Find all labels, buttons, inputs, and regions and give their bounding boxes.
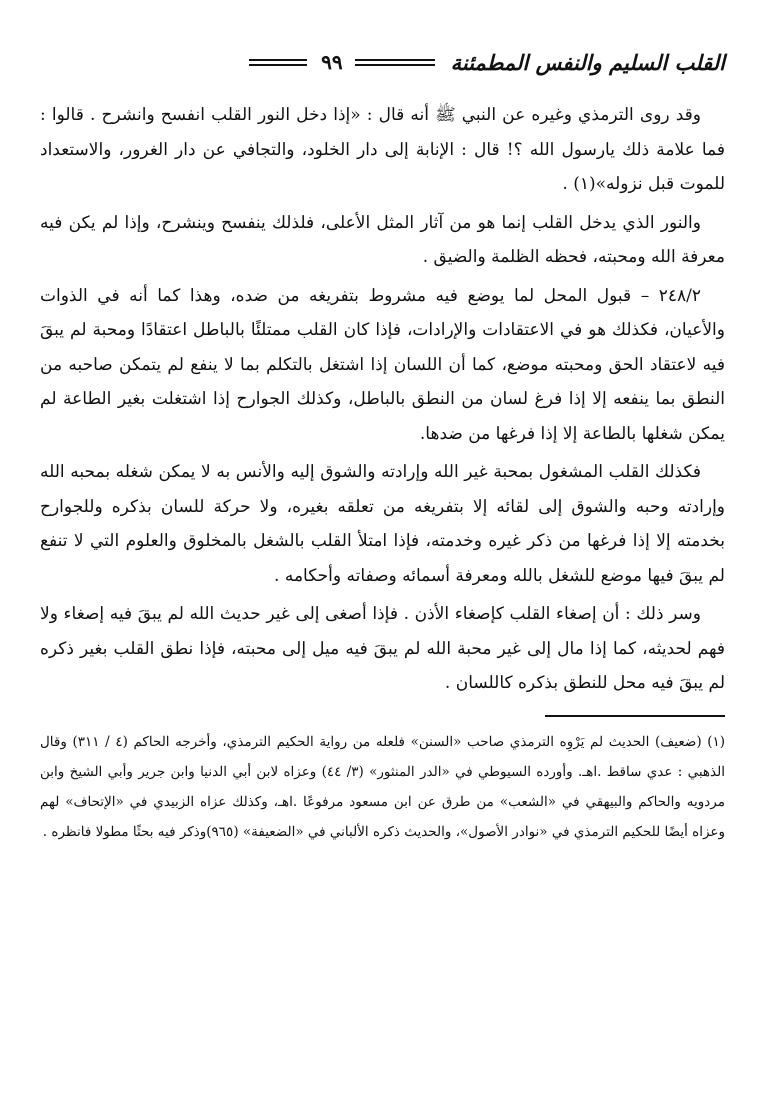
footnote-text: (١) (ضعيف) الحديث لم يَرْوِه الترمذي صاحب «السنن» فلعله من رواية الحكيم الترمذي، وأخرجه الحاكم (٤ / ٣١١) وقال الذهبي : عدي ساقط .اهـ. وأورده السيوطي في «الدر المنثور» (٣/ ٤٤) وعزاه لابن أبي الدنيا وابن جرير وأبي الشيخ وابن مردويه والحاكم والبيهقي في «الشعب» من طرق عن ابن مسعود مرفوعًا .اهـ، وكذلك عزاه الزبيدي في «الإتحاف» لهم وعزاه أيضًا للحكيم الترمذي في «نوادر الأصول»، والحديث ذكره الألباني في «الضعيفة» (٩٦٥)وذكر فيه بحثًا مطولا فانظره . — [40, 733, 726, 840]
running-title: القلب السليم والنفس المطمئنة — [450, 49, 725, 75]
header-double-rule-left — [249, 57, 307, 67]
main-text — [40, 98, 725, 701]
paragraph: والنور الذي يدخل القلب إنما هو من آثار المثل الأعلى، فلذلك ينفسح وينشرح، وإذا لم يكن فيه معرفة الله ومحبته، فحظه الظلمة والضيق . — [40, 212, 725, 267]
paragraph: ٢٤٨/٢ – قبول المحل لما يوضع فيه مشروط بتفريغه من ضده، وهذا كما أنه في الذوات والأعيان، فكذلك هو في الاعتقادات والإرادات، فإذا كان القلب ممتلئًا بالباطل اعتقادًا ومحبة لم يبقَ فيه لاعتقاد الحق ومحبته موضع، كما أن اللسان إذا اشتغل بالتكلم بما لا ينفع لم يتمكن صاحبه من النطق بما ينفعه إلا إذا فرغ لسان من النطق بالباطل، وكذلك الجوارح إذا اشتغلت بغير الطاعة لم يمكن شغلها بالطاعة إلا إذا فرغها من ضدها. — [40, 285, 725, 444]
footnote-separator — [545, 715, 725, 717]
paragraph: فكذلك القلب المشغول بمحبة غير الله وإرادته والشوق إليه والأنس به لا يمكن شغله بمحبه الله وإرادته وحبه والشوق إلى لقائه إلا بتفريغه من تعلقه بغيره، ولا حركة للسان بذكره وللجوارح بخدمته إلا إذا فرغها من ذكر غيره وخدمته، فإذا امتلأ القلب بالشغل بالمخلوق والعلوم التي لا تنفع لم يبقَ فيها موضع للشغل بالله ومعرفة أسمائه وصفاته وأحكامه . — [40, 462, 725, 586]
paragraph: وقد روى الترمذي وغيره عن النبي ﷺ أنه قال : «إذا دخل النور القلب انفسح وانشرح . قالوا : فما علامة ذلك يارسول الله ؟! قال : الإنابة إلى دار الخلود، والتجافي عن دار الغرور، والاستعداد للموت قبل نزوله»(١) . — [40, 105, 725, 194]
book-page — [40, 40, 725, 1060]
running-header — [40, 40, 725, 84]
footnote — [40, 727, 725, 847]
header-double-rule — [355, 57, 435, 67]
page-number: ٩٩ — [321, 50, 343, 74]
paragraph: وسر ذلك : أن إصغاء القلب كإصغاء الأذن . فإذا أصغى إلى غير حديث الله لم يبقَ فيه إصغاء ولا فهم لحديثه، كما إذا مال إلى غير محبة الله لم يبقَ فيه ميل إلى محبته، فإذا نطق القلب بغير ذكره لم يبقَ فيه محل للنطق بذكره كاللسان . — [40, 604, 725, 693]
